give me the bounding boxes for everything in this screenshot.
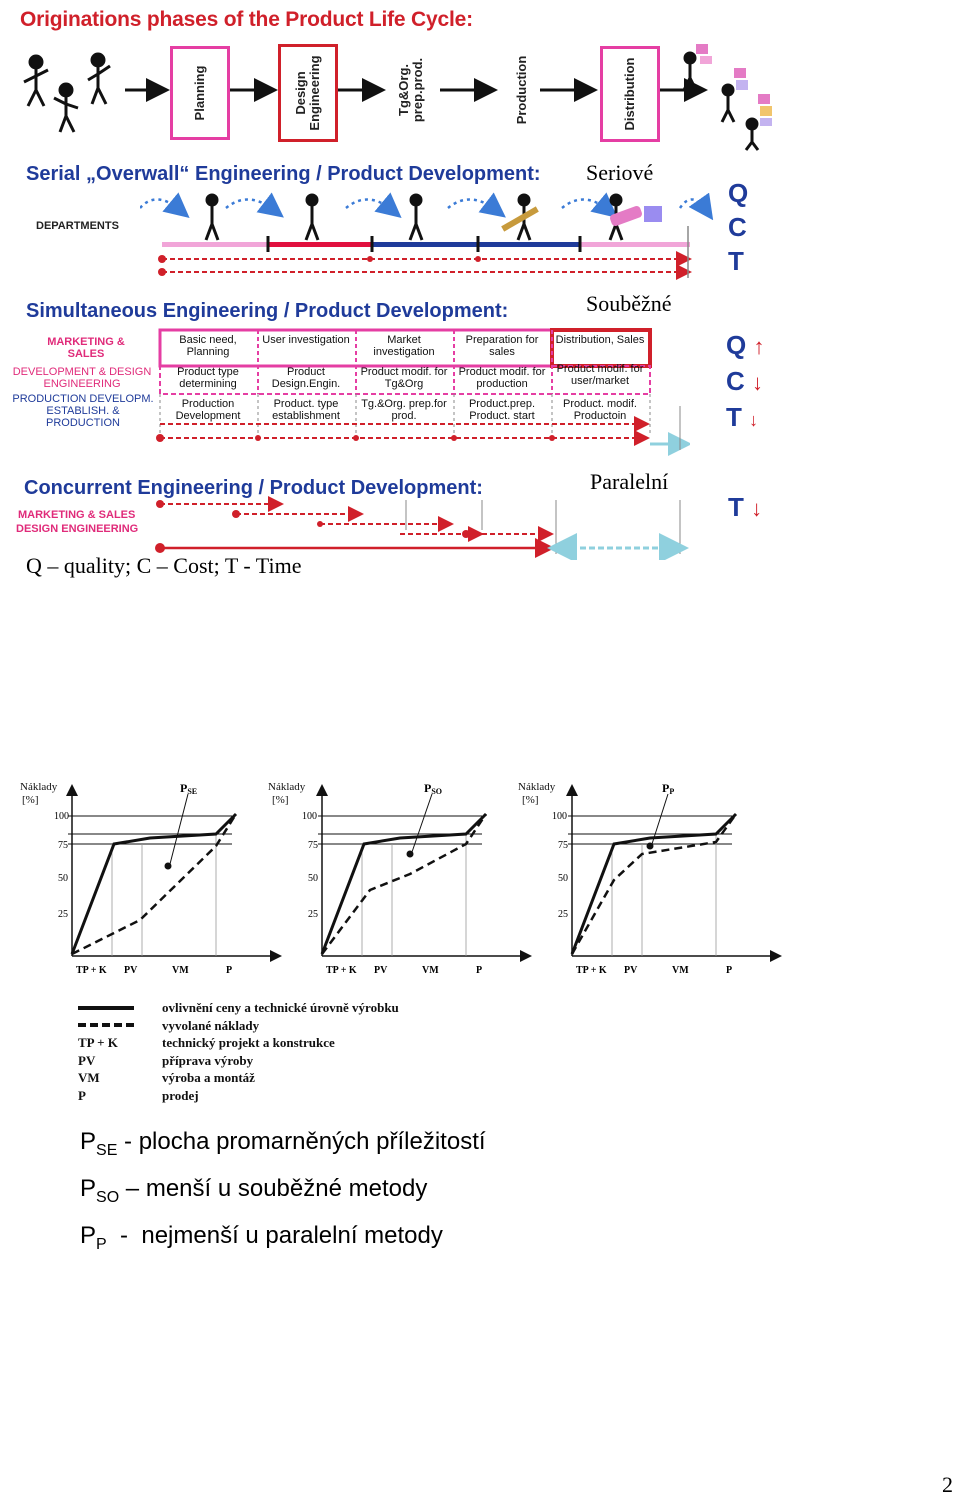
note-pso: $P_{SO}$ – menší u souběžné metody bbox=[80, 1175, 428, 1206]
sim-cell: Product modif. for user/market bbox=[556, 363, 644, 387]
phase-production: Production bbox=[514, 55, 529, 125]
legend-items: ovlivnění ceny a technické úrovně výrobku vyvolané náklady technický projekt a konstrukce příprava výroby výroba a montáž prodej bbox=[162, 1000, 399, 1103]
sim-cell: Product.prep. Product. start bbox=[468, 398, 536, 422]
sim-cell: Distribution, Sales bbox=[555, 334, 645, 346]
serial-qct: Q C T bbox=[728, 178, 749, 276]
svg-text:25: 25 bbox=[58, 909, 68, 920]
conc-row-marketing: MARKETING & SALES bbox=[18, 509, 136, 521]
svg-text:P: P bbox=[476, 965, 483, 976]
cost-chart-concurrent bbox=[518, 781, 776, 976]
sim-cell: Product. type establishment bbox=[272, 398, 340, 422]
svg-text:PV: PV bbox=[374, 965, 388, 976]
sim-cell: Product Design.Engin. bbox=[271, 366, 341, 390]
y-title: Náklady bbox=[20, 781, 58, 793]
sim-row-development: DEVELOPMENT & DESIGN ENGINEERING bbox=[12, 366, 152, 390]
svg-text:75: 75 bbox=[558, 840, 568, 851]
svg-text:PSE: PSE bbox=[180, 781, 198, 796]
svg-text:Náklady: Náklady bbox=[518, 781, 556, 793]
phase-design-engineering: Design Engineering bbox=[278, 44, 338, 142]
departments-label: DEPARTMENTS bbox=[36, 220, 119, 232]
phase-distribution: Distribution bbox=[600, 46, 660, 142]
svg-text:75: 75 bbox=[58, 840, 68, 851]
concurrent-label: Paralelní bbox=[590, 469, 669, 494]
svg-text:TP + K: TP + K bbox=[76, 965, 107, 976]
svg-text:50: 50 bbox=[58, 873, 68, 884]
svg-text:P: P bbox=[226, 965, 233, 976]
cost-chart-simultaneous bbox=[268, 781, 526, 976]
cost-chart-serial bbox=[20, 781, 276, 976]
sim-cell: Market investigation bbox=[373, 334, 435, 358]
conc-row-design: DESIGN ENGINEERING bbox=[16, 523, 139, 535]
solid-line-symbol bbox=[78, 1006, 134, 1010]
sim-cell: Tg.&Org. prep.for prod. bbox=[361, 398, 447, 422]
svg-text:50: 50 bbox=[308, 873, 318, 884]
sim-cell: Preparation for sales bbox=[465, 334, 539, 358]
svg-text:75: 75 bbox=[308, 840, 318, 851]
sim-cell: Production Development bbox=[175, 398, 241, 422]
svg-text:25: 25 bbox=[558, 909, 568, 920]
page-title: Originations phases of the Product Life Cycle: bbox=[20, 8, 473, 31]
qct-legend: Q – quality; C – Cost; T - Time bbox=[26, 553, 302, 578]
simultaneous-label: Souběžné bbox=[586, 291, 672, 316]
svg-text:[%]: [%] bbox=[272, 794, 289, 806]
sim-cell: Product modif. for Tg&Org bbox=[360, 366, 448, 390]
customers-illustration bbox=[676, 40, 780, 152]
sim-cell: Product. modif. Productoin bbox=[563, 398, 637, 422]
concurrent-title: Concurrent Engineering / Product Development: bbox=[24, 477, 483, 499]
sim-cell: User investigation bbox=[262, 334, 350, 346]
svg-text:Náklady: Náklady bbox=[268, 781, 306, 793]
svg-text:VM: VM bbox=[422, 965, 439, 976]
svg-text:PP: PP bbox=[662, 781, 675, 796]
concurrent-qct: T ↓ bbox=[728, 492, 763, 522]
svg-text:PV: PV bbox=[624, 965, 638, 976]
sim-row-production: PRODUCTION DEVELOPM. ESTABLISH. & PRODUCTION bbox=[12, 393, 154, 429]
svg-text:[%]: [%] bbox=[522, 794, 539, 806]
svg-text:100: 100 bbox=[302, 811, 317, 822]
y-unit: [%] bbox=[22, 794, 39, 806]
svg-text:PV: PV bbox=[124, 965, 138, 976]
svg-text:50: 50 bbox=[558, 873, 568, 884]
svg-text:100: 100 bbox=[54, 811, 69, 822]
svg-text:VM: VM bbox=[172, 965, 189, 976]
dashed-line-symbol bbox=[78, 1023, 134, 1027]
svg-text:TP + K: TP + K bbox=[326, 965, 357, 976]
svg-text:TP + K: TP + K bbox=[576, 965, 607, 976]
legend-symbols: TP + K PV VM P bbox=[78, 1035, 118, 1103]
svg-text:VM: VM bbox=[672, 965, 689, 976]
serial-title: Serial „Overwall“ Engineering / Product Development: bbox=[26, 163, 541, 185]
svg-text:P: P bbox=[726, 965, 733, 976]
simultaneous-qct: Q ↑ C ↓ T ↓ bbox=[726, 330, 765, 432]
svg-text:25: 25 bbox=[308, 909, 318, 920]
chart-legend bbox=[76, 998, 416, 1110]
sim-cell: Product type determining bbox=[177, 366, 239, 390]
page-number: 2 bbox=[942, 1472, 953, 1497]
phase-arrows bbox=[120, 60, 720, 120]
sim-cell: Basic need, Planning bbox=[179, 334, 237, 358]
serial-diagram bbox=[140, 186, 720, 286]
people-illustration bbox=[14, 48, 124, 138]
note-pse: $P_{SE}$ - plocha promarněných příležitostí bbox=[80, 1128, 486, 1159]
note-pp: $P_P$ - nejmenší u paralelní metody bbox=[80, 1222, 443, 1253]
svg-text:PSO: PSO bbox=[424, 781, 443, 796]
cost-charts bbox=[10, 770, 790, 980]
concurrent-diagram bbox=[150, 490, 690, 560]
simultaneous-title: Simultaneous Engineering / Product Development: bbox=[26, 300, 509, 322]
sim-cell: Product modif. for production bbox=[458, 366, 546, 390]
serial-label: Seriové bbox=[586, 160, 654, 185]
sim-row-marketing: MARKETING & SALES bbox=[47, 336, 125, 360]
svg-text:100: 100 bbox=[552, 811, 567, 822]
phase-planning: Planning bbox=[170, 46, 230, 140]
phase-tg-org: Tg&Org. prep.prod. bbox=[396, 57, 425, 123]
